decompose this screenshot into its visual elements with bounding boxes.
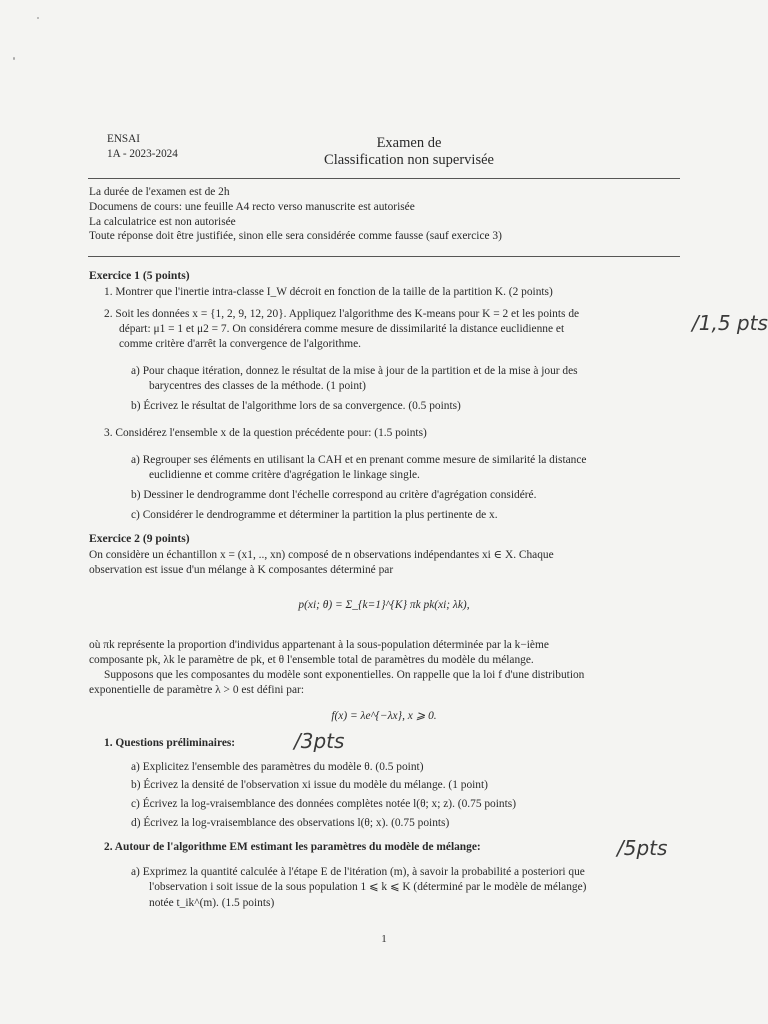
ex2-suppose-line-1: Supposons que les composantes du modèle sont exponentielles. On rappelle que la loi f d'une distribution [104, 669, 585, 681]
ex1-q2a-line-1: a) Pour chaque itération, donnez le résultat de la mise à jour de la partition et de la mise à jour des [131, 365, 578, 377]
ex1-q2b: b) Écrivez le résultat de l'algorithme lors de sa convergence. (0.5 points) [131, 400, 461, 412]
ex1-q3a-line-2: euclidienne et comme critère d'agrégation le linkage single. [149, 469, 420, 481]
school-name: ENSAI [107, 133, 140, 145]
ex1-q3b: b) Dessiner le dendrogramme dont l'échelle correspond au critère d'agrégation considéré. [131, 489, 537, 501]
academic-year: 1A - 2023-2024 [107, 148, 178, 160]
info-duration: La durée de l'examen est de 2h [89, 186, 230, 198]
title-line-2: Classification non supervisée [324, 152, 494, 168]
ex1-q3a-line-1: a) Regrouper ses éléments en utilisant la CAH et en prenant comme mesure de similarité la distance [131, 454, 587, 466]
ex1-question-2-line-1: 2. Soit les données x = {1, 2, 9, 12, 20}. Appliquez l'algorithme des K-means pour K = 2 et les points de [104, 308, 580, 320]
info-calculator: La calculatrice est non autorisée [89, 215, 236, 228]
ex1-q2a-line-2: barycentres des classes de la méthode. (1 point) [149, 380, 366, 392]
ex2-intro-line-1: On considère un échantillon x = (x1, .., xn) composé de n observations indépendantes xi ∈ X. Chaque [89, 549, 554, 561]
exam-info [89, 185, 502, 244]
ex2-intro-line-2: observation est issue d'un mélange à K composantes déterminé par [89, 564, 394, 576]
title-line-1: Examen de [376, 135, 442, 151]
exercise-2-title: Exercice 2 (9 points) [89, 532, 190, 545]
ex2-q1c: c) Écrivez la log-vraisemblance des données complètes notée l(θ; x; z). (0.75 points) [131, 798, 517, 810]
ex2-section-1-title: 1. Questions préliminaires: [104, 737, 236, 749]
ex2-where-line-2: composante pk, λk le paramètre de pk, et θ l'ensemble total de paramètres du modèle du mélange. [89, 654, 534, 666]
ex2-q2a-line-2: l'observation i soit issue de la sous population 1 ⩽ k ⩽ K (déterminé par le modèle de mélange) [149, 881, 587, 893]
ex1-question-3: 3. Considérez l'ensemble x de la question précédente pour: (1.5 points) [104, 427, 427, 439]
handwritten-score-note: /5pts [617, 836, 668, 860]
info-justify: Toute réponse doit être justifiée, sinon elle sera considérée comme fausse (sauf exercice 3) [89, 230, 502, 243]
divider [88, 178, 680, 179]
exercise-1-title: Exercice 1 (5 points) [89, 269, 190, 282]
ex2-q1b: b) Écrivez la densité de l'observation xi issue du modèle du mélange. (1 point) [131, 779, 488, 791]
ex2-q2a-line-3: notée t_ik^(m). (1.5 points) [149, 897, 275, 909]
handwritten-score-note: /1,5 pts [692, 311, 768, 335]
scan-speck [13, 57, 15, 60]
ex2-where-line-1: où πk représente la proportion d'individus appartenant à la sous-population déterminée par la k−ième [89, 639, 549, 651]
ex2-q1a: a) Explicitez l'ensemble des paramètres du modèle θ. (0.5 point) [131, 761, 424, 773]
handwritten-score-note: /3pts [294, 729, 345, 753]
ex1-question-1: 1. Montrer que l'inertie intra-classe I_W décroit en fonction de la taille de la partition K. (2 points) [104, 286, 553, 298]
divider [88, 256, 680, 257]
mixture-density-equation: p(xi; θ) = Σ_{k=1}^{K} πk pk(xi; λk), [298, 599, 470, 611]
scan-speck [37, 17, 39, 19]
info-documents: Documens de cours: une feuille A4 recto verso manuscrite est autorisée [89, 200, 415, 213]
ex1-q3c: c) Considérer le dendrogramme et déterminer la partition la plus pertinente de x. [131, 509, 498, 521]
ex1-question-2-line-2: départ: μ1 = 1 et μ2 = 7. On considérera comme mesure de dissimilarité la distance euclidienne et [119, 323, 565, 335]
ex2-section-2-title: 2. Autour de l'algorithme EM estimant les paramètres du modèle de mélange: [104, 841, 481, 853]
ex2-q2a-line-1: a) Exprimez la quantité calculée à l'étape E de l'itération (m), à savoir la probabilité a posteriori que [131, 866, 585, 878]
page-number: 1 [381, 933, 387, 945]
page-title [0, 135, 768, 169]
exponential-density-equation: f(x) = λe^{−λx}, x ⩾ 0. [331, 710, 437, 722]
ex1-question-2-line-3: comme critère d'arrêt la convergence de l'algorithme. [119, 338, 362, 350]
ex2-suppose-line-2: exponentielle de paramètre λ > 0 est défini par: [89, 684, 304, 696]
ex2-q1d: d) Écrivez la log-vraisemblance des observations l(θ; x). (0.75 points) [131, 817, 450, 829]
